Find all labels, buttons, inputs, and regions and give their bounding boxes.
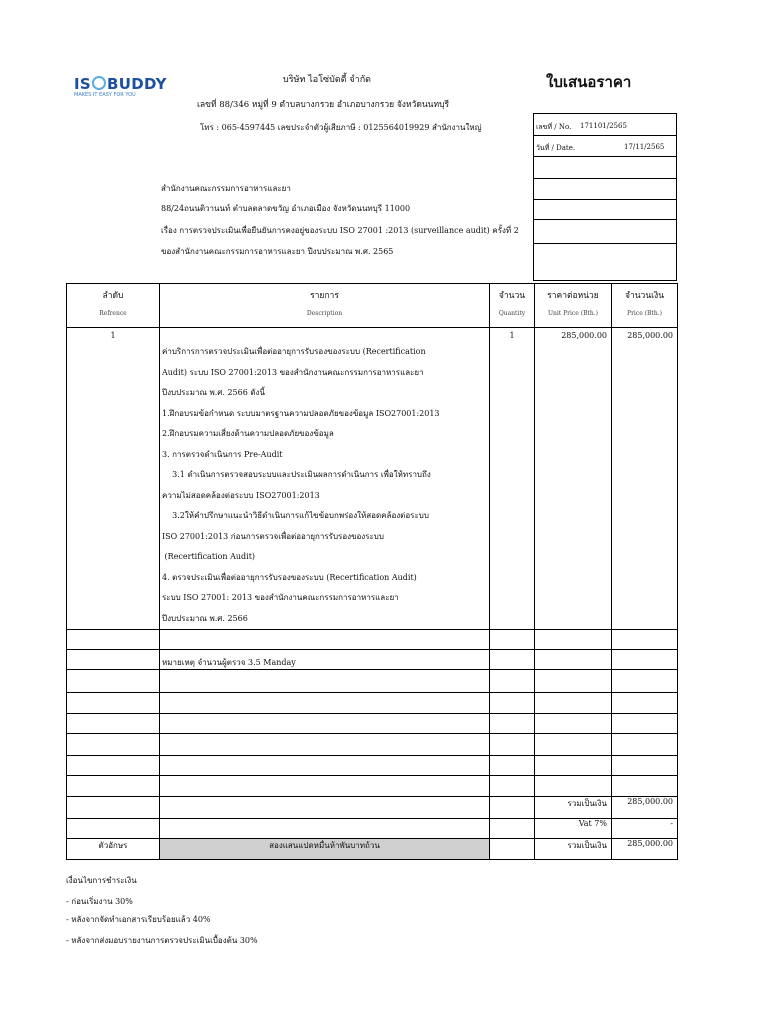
- subject-line-1: เรื่อง การตรวจประเมินเพื่อยืนยันการคงอยู่ของระบบ ISO 27001 :2013 (surveillance audit) ครั้งที่ 2: [161, 226, 519, 235]
- vat-label: Vat 7%: [535, 819, 612, 839]
- info-blank-row: [534, 199, 677, 220]
- description-line: 2.ฝึกอบรมความเสี่ยงด้านความปลอดภัยของข้อมูล: [162, 429, 334, 438]
- note: หมายเหตุ จำนวนผู้ตรวจ 3.5 Manday: [160, 650, 490, 670]
- vat-value: -: [612, 819, 678, 839]
- doc-number-row: [534, 114, 677, 136]
- doc-date: 17/11/2565: [624, 143, 665, 151]
- terms-item: - ก่อนเริ่มงาน 30%: [66, 897, 133, 906]
- table-row: [67, 328, 678, 630]
- item-qty: 1: [490, 328, 535, 630]
- item-description: [160, 328, 490, 630]
- table-header: [67, 284, 678, 328]
- doc-date-row: [534, 135, 677, 157]
- description-line: ปีงบประมาณ พ.ศ. 2566: [162, 613, 248, 623]
- table-row: [67, 630, 678, 650]
- description-line: (Recertification Audit): [162, 552, 256, 561]
- subtotal-label: รวมเป็นเงิน: [535, 797, 612, 819]
- company-name: บริษัท ไอโซ่บัดดี้ จำกัด: [283, 75, 372, 85]
- customer-name: สำนักงานคณะกรรมการอาหารและยา: [161, 184, 291, 193]
- info-blank-row: [534, 178, 677, 200]
- info-blank-row: [534, 156, 677, 179]
- description-line: 4. ตรวจประเมินเพื่อต่ออายุการรับรองของระบบ (Recertification Audit): [162, 572, 417, 582]
- total-label: รวมเป็นเงิน: [535, 839, 612, 860]
- total-row: [67, 839, 678, 860]
- description-line: 3. การตรวจดำเนินการ Pre-Audit: [162, 449, 283, 459]
- table-row: [67, 714, 678, 734]
- amount-words: สองแสนแปดหมื่นห้าพันบาทถ้วน: [160, 839, 490, 860]
- vat-row: [67, 819, 678, 839]
- document-info-box: [533, 113, 677, 281]
- document-title: ใบเสนอราคา: [546, 73, 632, 91]
- description-line: ระบบ ISO 27001: 2013 ของสำนักงานคณะกรรมการอาหารและยา: [162, 593, 399, 602]
- company-address: เลขที่ 88/346 หมู่ที่ 9 ตำบลบางกรวย อำเภอบางกรวย จังหวัดนนทบุรี: [197, 100, 450, 110]
- description-line: ความไม่สอดคล้องต่อระบบ ISO27001:2013: [162, 490, 320, 500]
- doc-date-label: วันที่ / Date.: [536, 144, 576, 152]
- table-row: [67, 693, 678, 714]
- description-line: ค่าบริการการตรวจประเมินเพื่อต่ออายุการรับรองของระบบ (Recertification: [162, 347, 426, 356]
- item-no: 1: [67, 328, 160, 630]
- col-qty: จำนวน Quantity: [490, 284, 535, 328]
- table-row: [67, 650, 678, 670]
- col-unit-price: ราคาต่อหน่วย Unit Price (Bth.): [535, 284, 612, 328]
- col-price: จำนวนเงิน Price (Bth.): [612, 284, 678, 328]
- subtotal-row: [67, 797, 678, 819]
- company-contact: โทร : 065-4597445 เลขประจำตัวผู้เสียภาษี : 0125564019929 สำนักงานใหญ่: [200, 123, 482, 132]
- customer-address: 88/24ถนนติวานนท์ ตำบลตลาดขวัญ อำเภอเมือง จังหวัดนนทบุรี 11000: [161, 204, 411, 213]
- description-line: ปีงบประมาณ พ.ศ. 2566 ดังนี้: [162, 388, 265, 397]
- amount-words-label: ตัวอักษร: [67, 839, 160, 860]
- subtotal-value: 285,000.00: [612, 797, 678, 819]
- company-logo: IS BUDDY MAKES IT EASY FOR YOU: [74, 75, 167, 98]
- description-line: 3.2ให้คำปรึกษาแนะนำวิธีดำเนินการแก้ไขข้อบกพร่องให้สอดคล้องต่อระบบ: [162, 511, 429, 520]
- table-row: [67, 756, 678, 776]
- total-value: 285,000.00: [612, 839, 678, 860]
- item-unit-price: 285,000.00: [535, 328, 612, 630]
- terms-item: - หลังจากส่งมอบรายงานการตรวจประเมินเบื้องต้น 30%: [66, 936, 258, 945]
- item-price: 285,000.00: [612, 328, 678, 630]
- terms-title: เงื่อนไขการชำระเงิน: [66, 876, 137, 885]
- description-line: 3.1 ดำเนินการตรวจสอบระบบและประเมินผลการดำเนินการ เพื่อให้ทราบถึง: [162, 470, 431, 479]
- description-line: ISO 27001:2013 ก่อนการตรวจเพื่อต่ออายุการรับรองของระบบ: [162, 531, 384, 541]
- table-row: [67, 670, 678, 693]
- col-desc: รายการ Description: [160, 284, 490, 328]
- terms-item: - หลังจากจัดทำเอกสารเรียบร้อยแล้ว 40%: [66, 915, 211, 924]
- description-line: Audit) ระบบ ISO 27001:2013 ของสำนักงานคณะกรรมการอาหารและยา: [162, 367, 424, 377]
- table-row: [67, 776, 678, 797]
- doc-number-label: เลขที่ / No.: [536, 123, 572, 131]
- table-row: [67, 734, 678, 756]
- info-blank-row: [534, 219, 677, 244]
- description-line: 1.ฝึกอบรมข้อกำหนด ระบบมาตรฐานความปลอดภัยของข้อมูล ISO27001:2013: [162, 408, 440, 418]
- items-table: [66, 283, 678, 860]
- subject-line-2: ของสำนักงานคณะกรรมการอาหารและยา ปีงบประมาณ พ.ศ. 2565: [161, 247, 394, 256]
- logo-tagline: MAKES IT EASY FOR YOU: [74, 92, 136, 98]
- col-ref: ลำดับ Refrence: [67, 284, 160, 328]
- doc-number: 171101/2565: [580, 122, 627, 130]
- logo-o-icon: [92, 76, 106, 90]
